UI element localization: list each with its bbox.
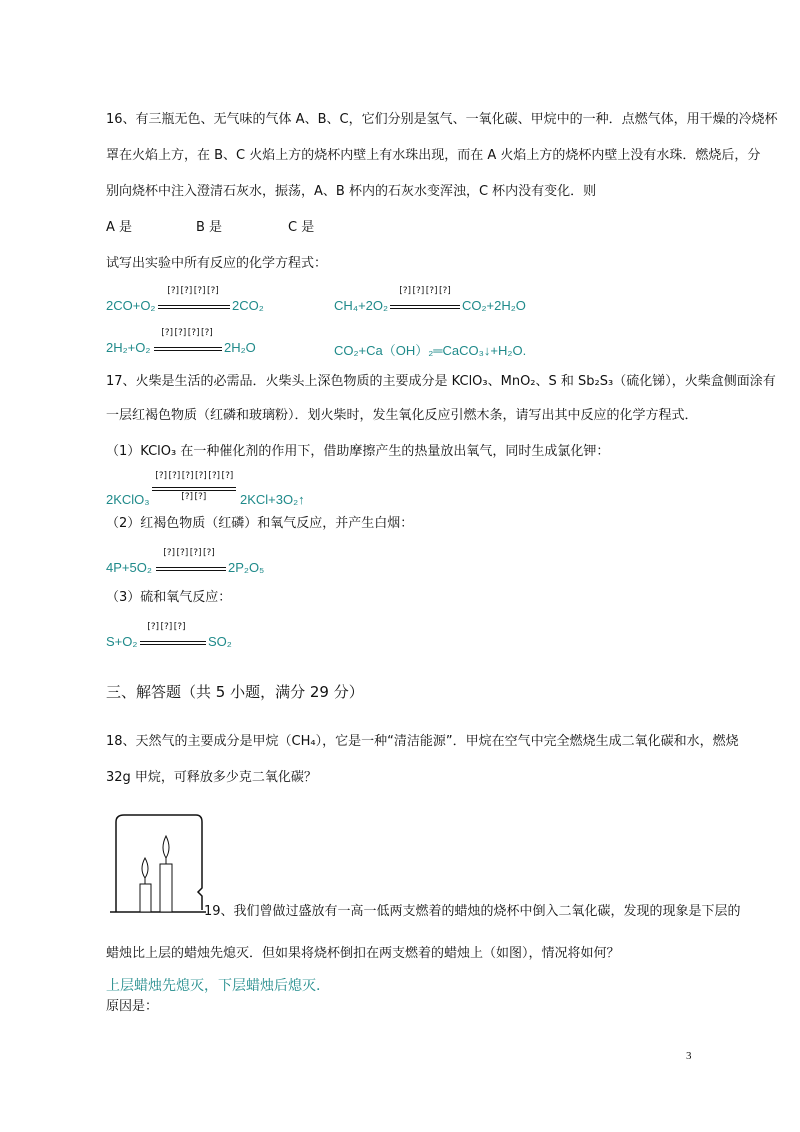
q19-line1: 19、我们曾做过盛放有一高一低两支燃着的蜡烛的烧杯中倒入二氧化碳，发现的现象是下层的 <box>204 904 741 919</box>
q16-instruction: 试写出实验中所有反应的化学方程式： <box>106 256 328 271</box>
q17-part1: （1）KClO₃ 在一种催化剂的作用下，借助摩擦产生的热量放出氧气，同时生成氯化钾： <box>106 444 610 459</box>
q16-eq3-condition: [?][?][?][?] <box>160 328 214 338</box>
q17-eq2-products: 2P₂O₅ <box>228 560 265 575</box>
q17-eq1-products: 2KCl+3O₂↑ <box>240 492 305 507</box>
q16-eq1-reactants: 2CO+O₂ <box>106 298 156 313</box>
q16-line3: 别向烧杯中注入澄清石灰水，振荡，A、B 杯内的石灰水变浑浊，C 杯内没有变化．则 <box>106 184 597 199</box>
q16-eq1-products: 2CO₂ <box>232 298 264 313</box>
q16-eq2-condition: [?][?][?][?] <box>398 286 452 296</box>
q19-line2: 蜡烛比上层的蜡烛先熄灭．但如果将烧杯倒扣在两支燃着的蜡烛上（如图），情况将如何？ <box>106 946 620 961</box>
q16-eq3-products: 2H₂O <box>224 340 256 355</box>
q17-eq3-condition: [?][?][?] <box>146 622 186 632</box>
q19-reason-label: 原因是： <box>106 999 159 1014</box>
q16-eq4: CO₂+Ca（OH）₂═CaCO₃↓+H₂O. <box>334 343 527 358</box>
q19-answer: 上层蜡烛先熄灭，下层蜡烛后熄灭. <box>106 978 321 994</box>
q17-line2: 一层红褐色物质（红磷和玻璃粉）．划火柴时，发生氧化反应引燃木条，请写出其中反应的化学方程式． <box>106 408 698 423</box>
q16-answer-a-label: A 是 <box>106 220 133 235</box>
q16-line1: 16、有三瓶无色、无气味的气体 A、B、C，它们分别是氢气、一氧化碳、甲烷中的一种．点燃气体，用干燥的冷烧杯 <box>106 112 778 127</box>
page-number: 3 <box>686 1050 692 1062</box>
q16-eq2-arrow <box>390 305 460 309</box>
q17-eq3-arrow <box>140 641 206 645</box>
q17-eq1-reactants: 2KClO₃ <box>106 492 150 507</box>
q16-eq3-arrow <box>154 347 222 351</box>
q16-line2: 罩在火焰上方，在 B、C 火焰上方的烧杯内壁上有水珠出现，而在 A 火焰上方的烧杯内壁上没有水珠．燃烧后，分 <box>106 148 761 163</box>
beaker-candles-figure <box>108 812 206 916</box>
q17-eq1-condition-top: [?][?][?][?][?][?] <box>154 471 234 481</box>
q16-eq3-reactants: 2H₂+O₂ <box>106 340 151 355</box>
q17-line1: 17、火柴是生活的必需品．火柴头上深色物质的主要成分是 KClO₃、MnO₂、S 和 Sb₂S₃（硫化锑），火柴盒侧面涂有 <box>106 374 776 389</box>
q17-eq1-condition-bottom: [?][?] <box>180 492 207 502</box>
q17-eq3-products: SO₂ <box>208 634 232 649</box>
q16-answer-b-label: B 是 <box>196 220 223 235</box>
q17-part2: （2）红褐色物质（红磷）和氧气反应，并产生白烟： <box>106 516 414 531</box>
q17-eq1-arrow <box>152 487 236 491</box>
q16-eq1-arrow <box>158 305 230 309</box>
q17-part3: （3）硫和氧气反应： <box>106 590 232 605</box>
q16-eq2-reactants: CH₄+2O₂ <box>334 298 389 313</box>
q16-eq2-products: CO₂+2H₂O <box>462 298 526 313</box>
section3-title: 三、解答题（共 5 小题，满分 29 分） <box>106 683 364 701</box>
q17-eq2-reactants: 4P+5O₂ <box>106 560 152 575</box>
q17-eq3-reactants: S+O₂ <box>106 634 138 649</box>
q17-eq2-arrow <box>156 567 226 571</box>
q18-line1: 18、天然气的主要成分是甲烷（CH₄），它是一种“清洁能源”．甲烷在空气中完全燃烧生成二氧化碳和水，燃烧 <box>106 734 739 749</box>
q16-eq1-condition: [?][?][?][?] <box>166 286 220 296</box>
q16-answer-c-label: C 是 <box>288 220 315 235</box>
q18-line2: 32g 甲烷，可释放多少克二氧化碳？ <box>106 770 317 785</box>
q17-eq2-condition: [?][?][?][?] <box>162 548 216 558</box>
